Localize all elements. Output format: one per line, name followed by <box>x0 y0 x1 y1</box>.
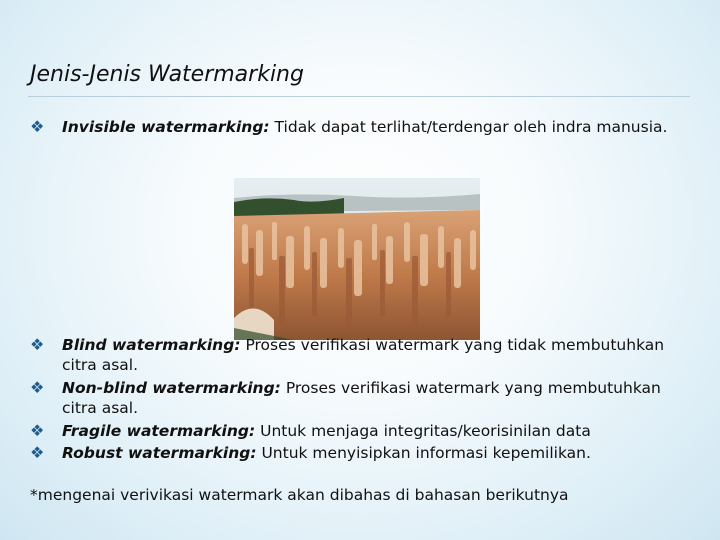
bullet-fragile <box>30 421 695 441</box>
term-description: Proses verifikasi watermark yang membutuhkan citra asal. <box>62 379 661 417</box>
term-description: Proses verifikasi watermark yang tidak membutuhkan citra asal. <box>62 336 665 374</box>
term-label: Non-blind watermarking: <box>62 379 281 397</box>
bullet-diamond-icon: ❖ <box>30 421 45 440</box>
term-label: Robust watermarking: <box>62 444 257 462</box>
term-description: Tidak dapat terlihat/terdengar oleh indra manusia. <box>269 118 668 136</box>
bullet-diamond-icon: ❖ <box>30 117 45 136</box>
term-description: Untuk menyisipkan informasi kepemilikan. <box>256 444 591 462</box>
bullet-non-blind <box>30 378 695 418</box>
term-label: Invisible watermarking: <box>62 118 270 136</box>
term-label: Fragile watermarking: <box>62 422 256 440</box>
bullet-diamond-icon: ❖ <box>30 335 45 354</box>
bullet-diamond-icon: ❖ <box>30 378 45 397</box>
footnote: *mengenai verivikasi watermark akan dibahas di bahasan berikutnya <box>30 486 569 504</box>
bullet-blind <box>30 335 695 375</box>
bullet-invisible <box>30 117 695 137</box>
term-description: Untuk menjaga integritas/keorisinilan data <box>255 422 591 440</box>
bullet-diamond-icon: ❖ <box>30 443 45 462</box>
canyon-photo <box>234 178 480 340</box>
slide-title: Jenis-Jenis Watermarking <box>30 62 304 87</box>
title-divider <box>28 96 690 97</box>
term-label: Blind watermarking: <box>62 336 241 354</box>
bullet-robust <box>30 443 695 463</box>
